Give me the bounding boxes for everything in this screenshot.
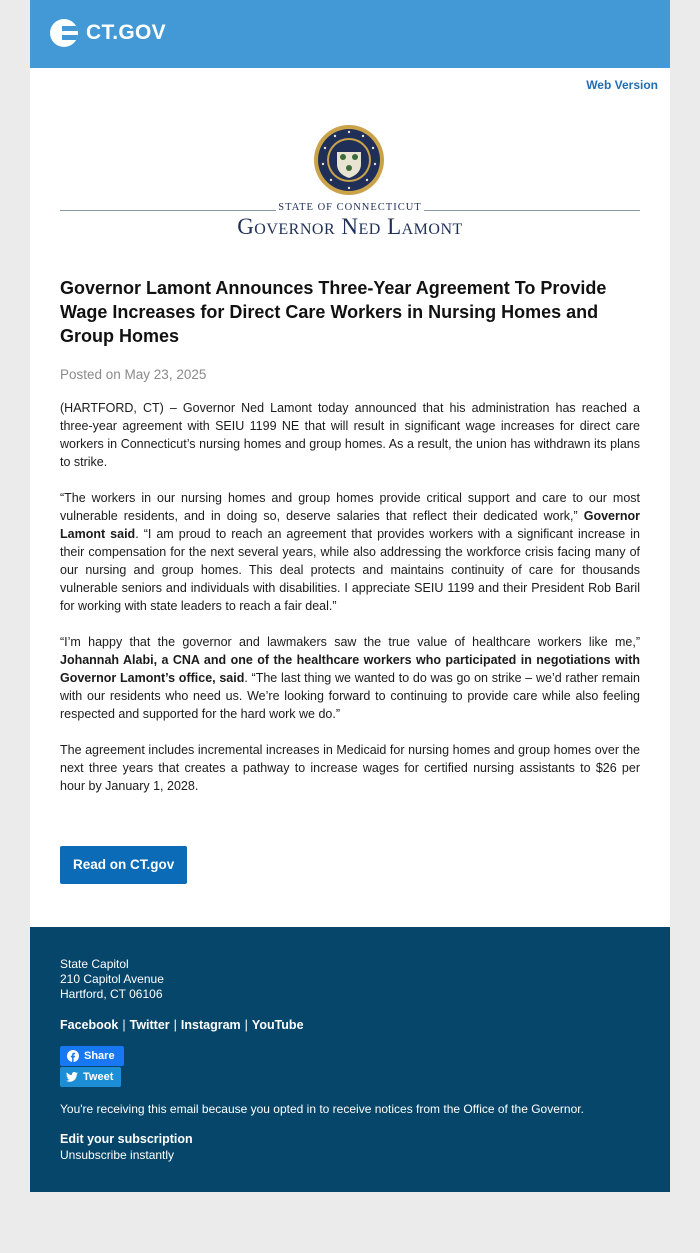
posted-date: Posted on May 23, 2025 xyxy=(60,367,207,382)
state-of-connecticut: STATE OF CONNECTICUT xyxy=(278,202,422,213)
facebook-link[interactable]: Facebook xyxy=(60,1018,119,1032)
ct-gov-logo[interactable] xyxy=(50,19,166,47)
web-version-link[interactable]: Web Version xyxy=(586,78,658,92)
edit-subscription-link[interactable]: Edit your subscription xyxy=(60,1132,193,1146)
ct-logo-icon xyxy=(50,19,78,47)
footer xyxy=(30,927,670,1192)
twitter-bird-icon xyxy=(66,1072,78,1082)
tweet-button[interactable]: Tweet xyxy=(60,1067,121,1087)
instagram-link[interactable]: Instagram xyxy=(180,1018,241,1032)
email-body xyxy=(30,68,670,927)
facebook-icon xyxy=(67,1050,79,1062)
article-body xyxy=(60,399,640,813)
read-on-ctgov-button[interactable]: Read on CT.gov xyxy=(60,846,187,884)
article-headline: Governor Lamont Announces Three-Year Agreement To Provide Wage Increases for Direct Care Workers in Nursing Homes and Group Homes xyxy=(60,278,607,346)
youtube-link[interactable]: YouTube xyxy=(251,1018,304,1032)
paragraph-1: (HARTFORD, CT) – Governor Ned Lamont today announced that his administration has reached a three-year agreement with SEIU 1199 NE that will result in significant wage increases for direct care workers in Connecticut’s nursing homes and group homes. As a result, the union has withdrawn its plans to strike. xyxy=(60,401,640,469)
facebook-share-button[interactable]: Share xyxy=(60,1046,124,1066)
governor-seal-icon xyxy=(313,124,385,196)
header-bar xyxy=(30,0,670,68)
paragraph-3: “I’m happy that the governor and lawmakers saw the true value of healthcare workers like me,” Johannah Alabi, a CNA and one of the healthcare workers who participated in negotiations with Governor Lamont’s office, said. “The last thing we wanted to do was go on strike – we’d rather remain with our residents who need us. We’re looking forward to continuing to provide care while also feeling respected and supported for the hard work we do.” xyxy=(60,635,640,721)
unsubscribe-link[interactable]: Unsubscribe instantly xyxy=(60,1148,175,1162)
subscription-notice: You're receiving this email because you opted in to receive notices from the Office of the Governor. xyxy=(60,1102,584,1116)
logo-text: CT.GOV xyxy=(86,21,166,44)
governor-name: Governor Ned Lamont xyxy=(237,214,463,239)
address: State Capitol 210 Capitol Avenue Hartford, CT 06106 xyxy=(60,957,164,1001)
social-links: Facebook | Twitter | Instagram | YouTube xyxy=(60,1018,304,1032)
twitter-link[interactable]: Twitter xyxy=(129,1018,170,1032)
paragraph-4: The agreement includes incremental increases in Medicaid for nursing homes and group homes over the next three years that creates a pathway to increase wages for certified nursing assistants to $26 per hour by January 1, 2028. xyxy=(60,743,640,793)
paragraph-2: “The workers in our nursing homes and group homes provide critical support and care to our most vulnerable residents, and in doing so, deserve salaries that reflect their dedicated work,” Governor Lamont said. “I am proud to reach an agreement that provides workers with a significant increase in their compensation for the next several years, while also addressing the workforce crisis facing many of our nursing and group homes. This deal protects and maintains continuity of care for thousands vulnerable seniors and individuals with disabilities. I appreciate SEIU 1199 and their President Rob Baril for working with state leaders to reach a fair deal.” xyxy=(60,491,640,613)
